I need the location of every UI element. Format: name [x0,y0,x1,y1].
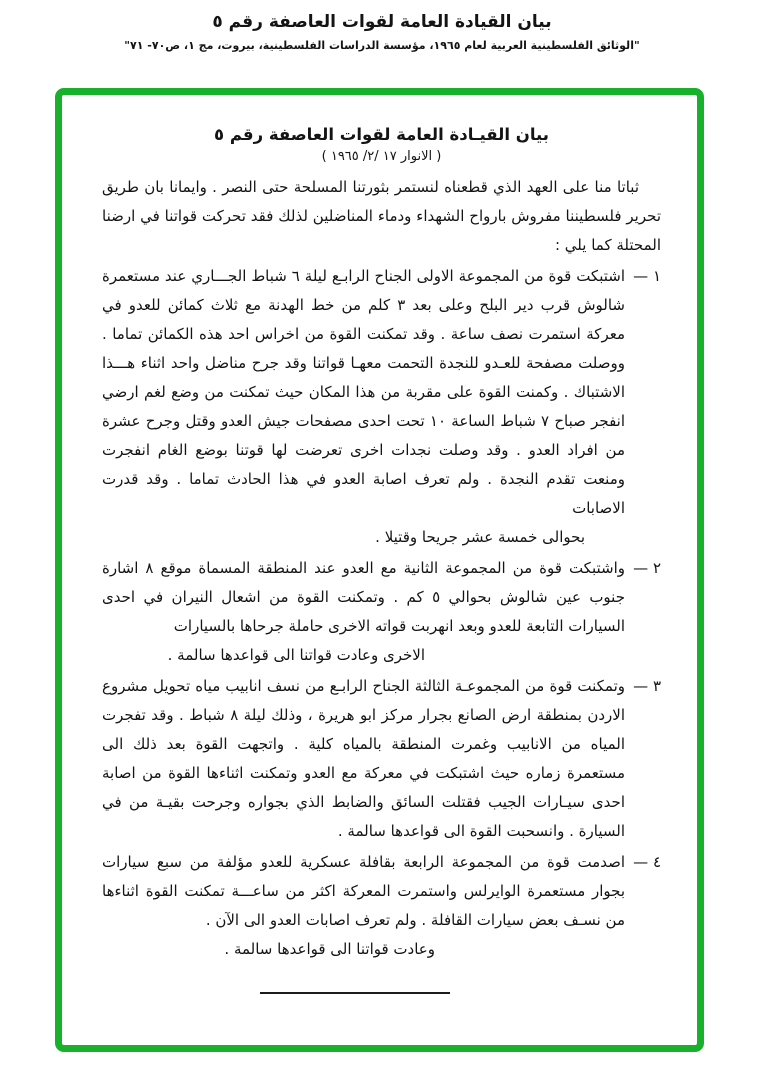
list-item-2 [102,554,661,670]
list-item-1 [102,262,661,552]
page-title: بيان القيادة العامة لقوات العاصفة رقم ٥ [212,12,552,32]
closing-rule [260,992,450,994]
item-2-number: ٢ — [633,559,661,577]
list-item-3 [102,672,661,846]
item-4-text: اصدمت قوة من المجموعة الرابعة بقافلة عسكرية للعدو مؤلفة من سبع سيارات بجوار مستعمرة الوايرلس واستمرت المعركة اكثر من ساعـــة تمكنت القوة اثناءها من نسـف بعض سيارات القافلة . ولم تعرف اصابات العدو الى الآن . [102,853,625,929]
item-4-number: ٤ — [633,853,661,871]
statement-title: بيان القيـادة العامة لقوات العاصفة رقم ٥ [214,125,549,144]
item-1-body [102,262,625,552]
item-2-tail: الاخرى وعادت قواتنا الى قواعدها سالمة . [167,646,425,664]
statement-date: ( الانوار ١٧ /٢/ ١٩٦٥ ) [321,149,442,164]
item-1-text: اشتبكت قوة من المجموعة الاولى الجناح الرابـع ليلة ٦ شباط الجـــاري عند مستعمرة شالوش قرب دير البلح وعلى بعد ٣ كلم من خط الهدنة مع ثلاث كمائن للعدو في معركة استمرت نصف ساعة . وقد تمكنت القوة من اخراس احد هذه الكمائن تماما . ووصلت مصفحة للعـدو للنجدة التحمت معهـا قواتنا وقد جرح مناضل واحد اثناء هـــذا الاشتباك . وكمنت القوة على مقربة من هذا المكان حيث تمكنت من وضع لغم ارضي انفجر صباح ٧ شباط الساعة ١٠ تحت احدى مصفحات جيش العدو وقتل وجرح عشرة من افراد العدو . وقد وصلت نجدات اخرى تعرضت لها قوتنا بوضع الغام انفجرت ومنعت تقدم النجدة . ولم تعرف اصابة العدو في هذا الحادث تماما . وقد قدرت الاصابات [102,267,626,517]
item-4-body [102,848,625,964]
item-4-tail: وعادت قواتنا الى قواعدها سالمة . [224,940,435,958]
list-item-4 [102,848,661,964]
item-2-body [102,554,625,670]
document-frame [55,88,704,1052]
source-citation: "الوثائق الفلسطينية العربية لعام ١٩٦٥، مؤسسة الدراسات الفلسطينية، بيروت، مج ١، ص٧٠- ٧١" [124,39,640,52]
item-2-text: واشتبكت قوة من المجموعة الثانية مع العدو عند المنطقة المسماة موقع ٨ اشارة جنوب عين شالوش بحوالي ٥ كم . وتمكنت القوة من اشعال النيران في احدى السيارات التابعة للعدو وبعد انهربت قواته الاخرى حاملة جرحاها بالسيارات [102,559,626,635]
item-1-number: ١ — [633,267,661,285]
intro-paragraph: ثباتا منا على العهد الذي قطعناه لنستمر بثورتنا المسلحة حتى النصر . وايمانا بان طريق تحرير فلسطيننا مفروش بارواح الشهداء ودماء المناضلين لذلك فقد تحركت قواتنا في ارضنا المحتلة كما يلي : [102,178,661,254]
page-header [0,0,764,52]
item-3-text: وتمكنت قوة من المجموعـة الثالثة الجناح الرابـع من نسف انابيب مياه تحويل مشروع الاردن بمنطقة ارض الصانع بجرار مركز ابو هريرة ، وذلك ليلة ٨ شباط . وقد تفجرت المياه من الانابيب وغمرت المنطقة بالمياه كلية . واتجهت القوة بعد ذلك الى مستعمرة زماره حيث اشتبكت في معركة مع العدو وتمكنت اثناءها القوة من اصابة احدى سيـارات الجيب فقتلت السائق والضابط الذي بجواره وجرحت بقيـة من في السيارة . وانسحبت القوة الى قواعدها سالمة . [102,677,625,840]
item-1-tail: بحوالى خمسة عشر جريحا وقتيلا . [375,528,585,546]
item-3-body [102,672,625,846]
item-3-number: ٣ — [633,677,661,695]
document-body [62,95,697,994]
